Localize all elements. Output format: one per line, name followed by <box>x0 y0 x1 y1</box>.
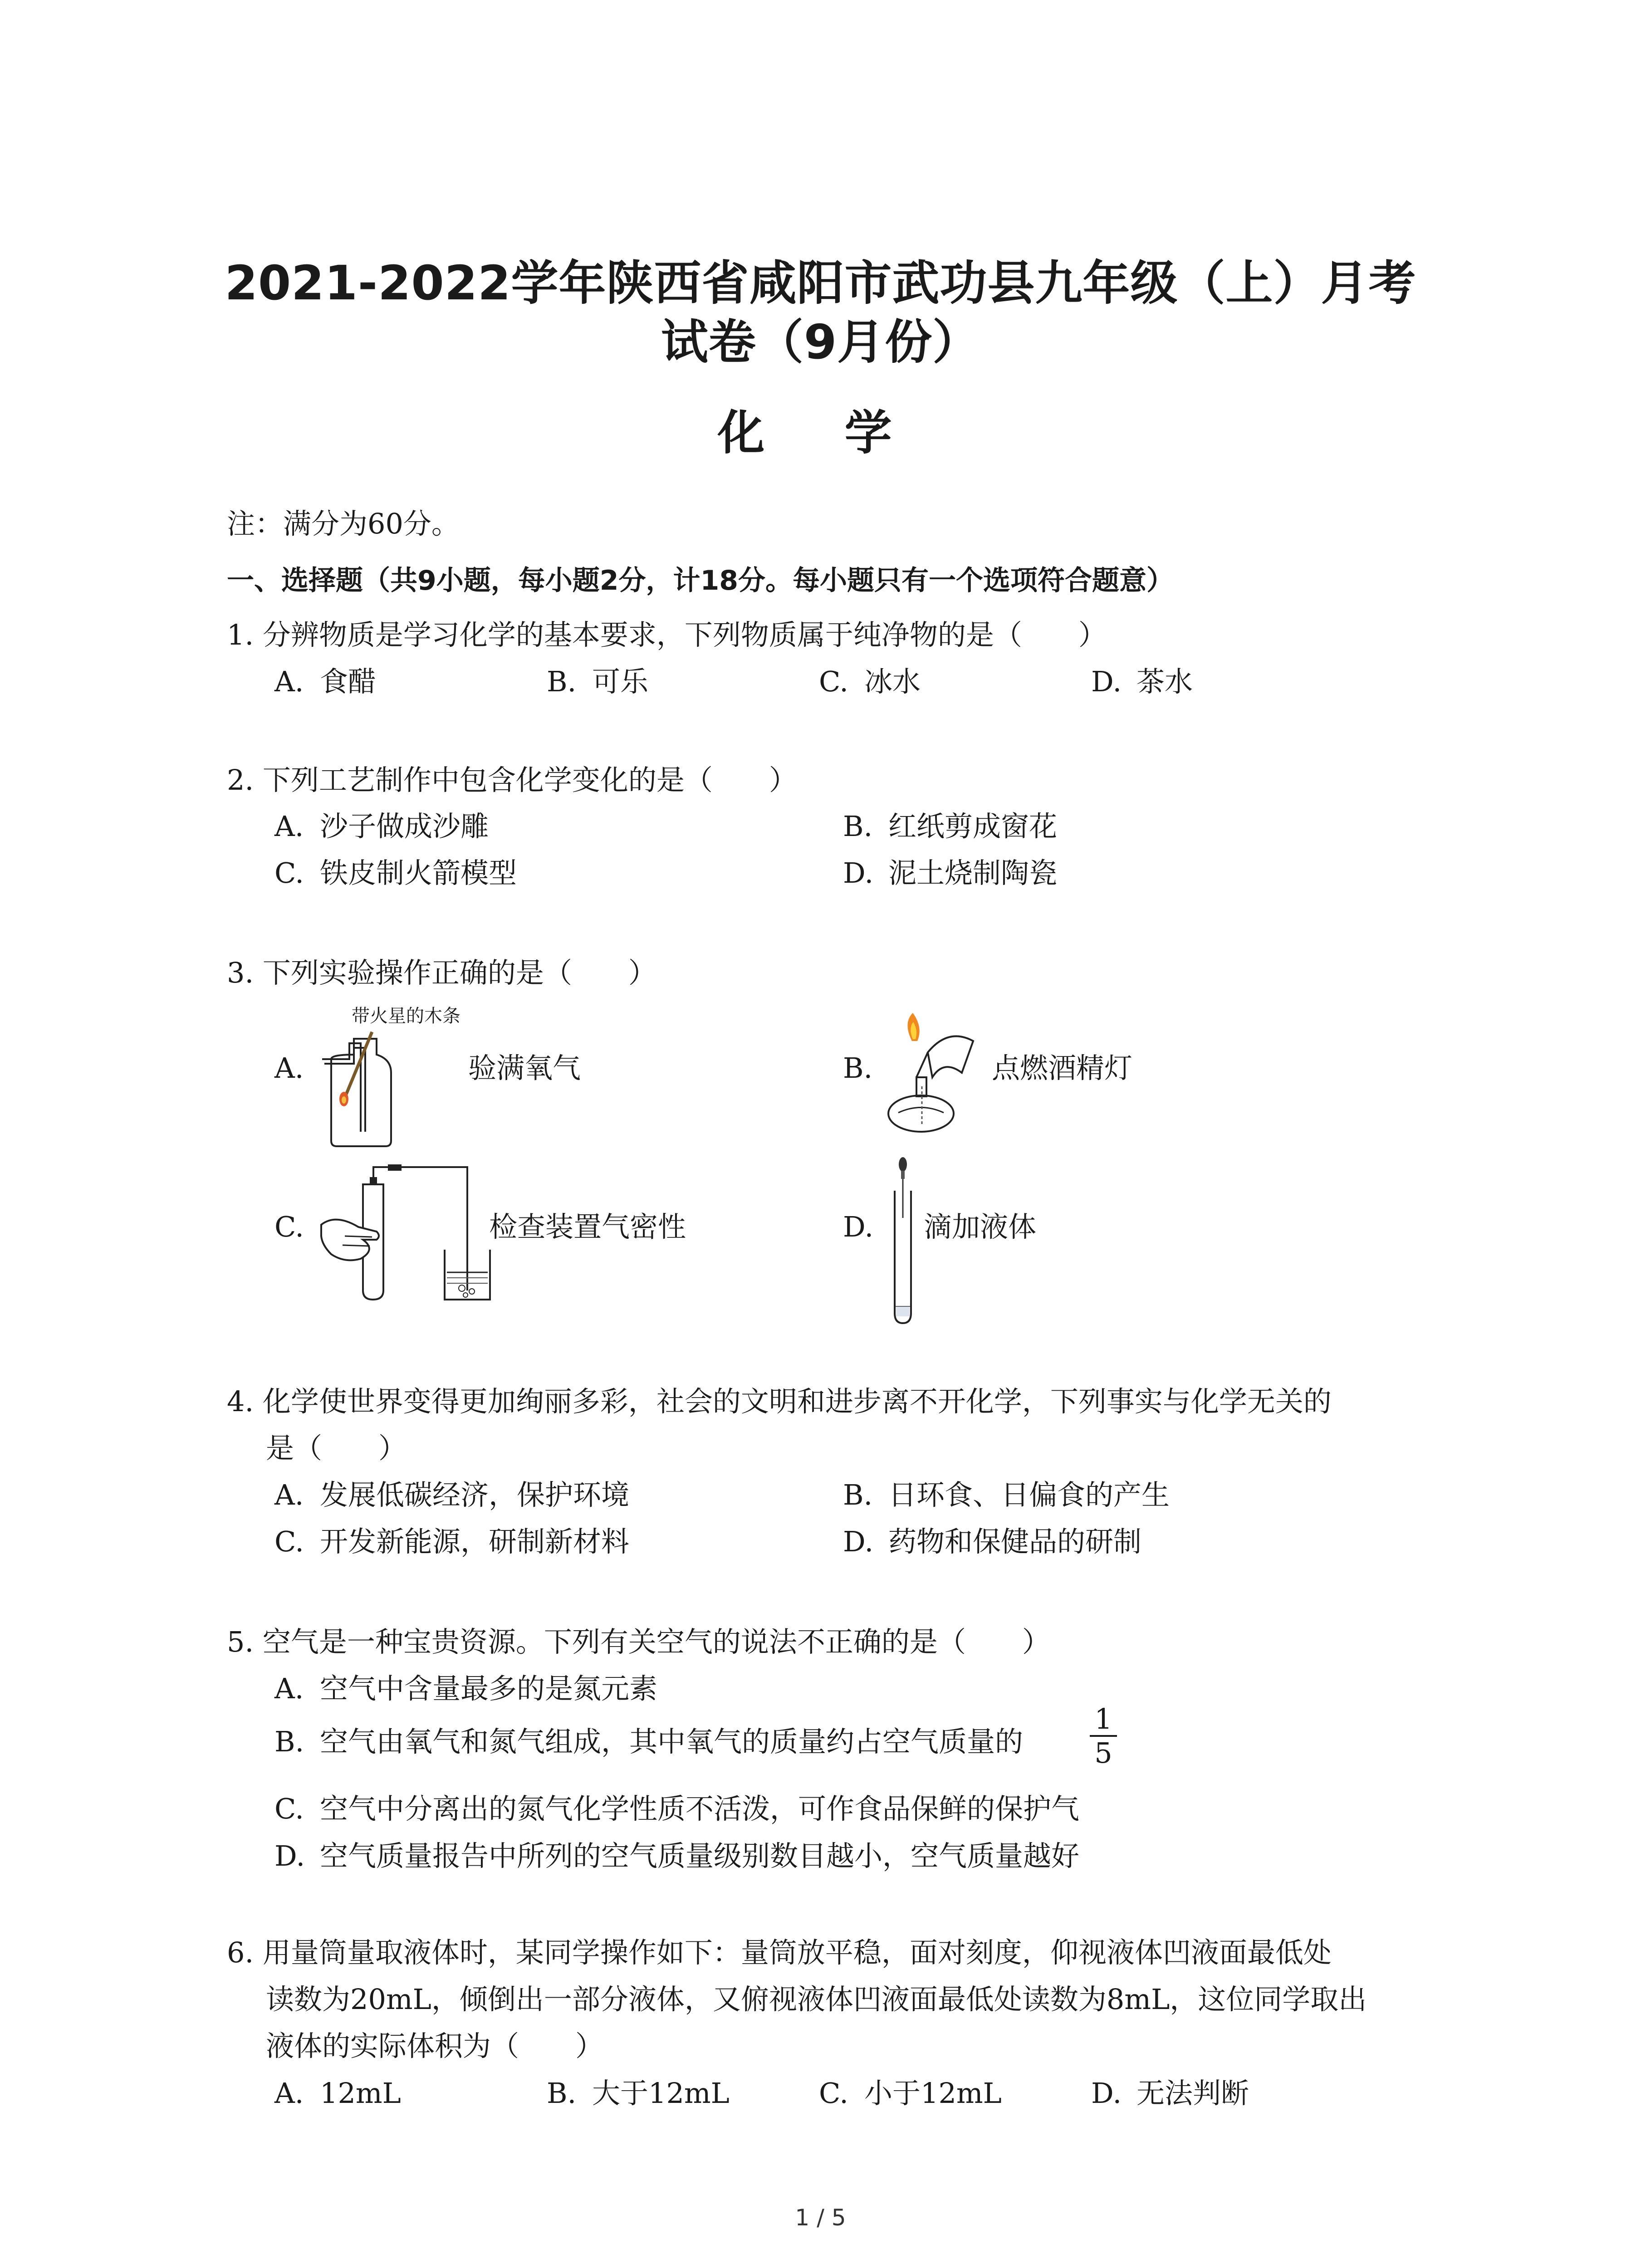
question-6-stem-line-3: 液体的实际体积为（ ） <box>266 2029 604 2063</box>
option-letter: C. <box>274 1525 304 1558</box>
option-text: 沙子做成沙雕 <box>320 810 489 843</box>
q3-option-d-letter: D. <box>843 1210 874 1243</box>
q6-option-c <box>819 2075 1002 2112</box>
option-letter: D. <box>1091 2077 1122 2110</box>
question-4-stem-line-1: 4. 化学使世界变得更加绚丽多彩，社会的文明和进步离不开化学，下列事实与化学无关的 <box>227 1385 1332 1418</box>
option-letter: C. <box>819 665 848 698</box>
q6-option-d <box>1091 2075 1249 2112</box>
option-letter: D. <box>274 1839 305 1872</box>
option-letter: A. <box>274 1672 304 1705</box>
fraction-numerator: 1 <box>1090 1703 1117 1737</box>
q5-option-d <box>274 1838 1079 1874</box>
airtightness-check-figure <box>318 1159 495 1304</box>
dropper-test-tube-figure <box>889 1154 916 1327</box>
option-letter: A. <box>274 1478 304 1511</box>
q2-option-a <box>274 808 489 845</box>
question-6-stem-line-1: 6. 用量筒量取液体时，某同学操作如下：量筒放平稳，面对刻度，仰视液体凹液面最低处 <box>227 1936 1332 1969</box>
option-text: 开发新能源，研制新材料 <box>320 1525 630 1558</box>
option-text: 日环食、日偏食的产生 <box>888 1478 1170 1511</box>
fraction-one-fifth <box>1090 1703 1117 1769</box>
question-6-stem-line-2: 读数为20mL，倾倒出一部分液体，又俯视液体凹液面最低处读数为8mL，这位同学取出 <box>266 1983 1367 2016</box>
q2-option-b <box>843 808 1057 845</box>
section-heading: 一、选择题（共9小题，每小题2分，计18分。每小题只有一个选项符合题意） <box>227 565 1174 596</box>
option-text: 泥土烧制陶瓷 <box>888 856 1058 890</box>
option-text: 发展低碳经济，保护环境 <box>320 1478 630 1511</box>
exam-title-line-1: 2021-2022学年陕西省咸阳市武功县九年级（上）月考 <box>225 255 1416 311</box>
q5-option-a <box>274 1671 657 1707</box>
option-letter: C. <box>274 856 304 890</box>
option-text: 小于12mL <box>864 2077 1002 2110</box>
option-text: 食醋 <box>320 665 377 698</box>
subject-heading: 化 学 <box>717 405 924 460</box>
option-text: 冰水 <box>864 665 921 698</box>
question-2-stem: 2. 下列工艺制作中包含化学变化的是（ ） <box>227 763 797 797</box>
option-text: 无法判断 <box>1136 2077 1249 2110</box>
q3-option-a-text: 验满氧气 <box>468 1051 581 1085</box>
option-letter: C. <box>819 2077 848 2110</box>
option-letter: D. <box>843 1525 874 1558</box>
option-letter: B. <box>843 810 873 843</box>
q6-option-a <box>274 2075 401 2112</box>
q3-option-a-letter: A. <box>274 1051 304 1085</box>
q1-option-b <box>547 664 648 700</box>
question-3-stem: 3. 下列实验操作正确的是（ ） <box>227 956 656 989</box>
q5-option-c <box>274 1791 1079 1827</box>
option-text: 大于12mL <box>592 2077 730 2110</box>
q4-option-b <box>843 1477 1170 1513</box>
option-text: 铁皮制火箭模型 <box>320 856 517 890</box>
q3-option-c-text: 检查装置气密性 <box>489 1210 686 1243</box>
option-letter: A. <box>274 2077 304 2110</box>
q2-option-d <box>843 855 1057 891</box>
option-letter: B. <box>274 1725 304 1758</box>
figure-caption: 带火星的木条 <box>352 1006 460 1026</box>
option-letter: D. <box>843 856 874 890</box>
option-text: 12mL <box>320 2077 401 2110</box>
option-letter: C. <box>274 1792 304 1825</box>
option-letter: B. <box>547 2077 577 2110</box>
oxygen-test-figure <box>318 1027 404 1150</box>
option-letter: B. <box>843 1478 873 1511</box>
option-text: 空气中分离出的氮气化学性质不活泼，可作食品保鲜的保护气 <box>320 1792 1080 1825</box>
option-letter: B. <box>547 665 577 698</box>
q4-option-d <box>843 1524 1141 1560</box>
score-note: 注：满分为60分。 <box>227 507 460 540</box>
q1-option-a <box>274 664 376 700</box>
page-number: 1 / 5 <box>795 2204 846 2231</box>
q3-option-c-letter: C. <box>274 1210 304 1243</box>
option-letter: D. <box>1091 665 1122 698</box>
option-text: 空气由氧气和氮气组成，其中氧气的质量约占空气质量的 <box>320 1725 1024 1758</box>
option-text: 药物和保健品的研制 <box>888 1525 1142 1558</box>
q3-option-b-letter: B. <box>843 1051 873 1085</box>
question-4-stem-line-2: 是（ ） <box>266 1432 407 1465</box>
question-1-stem: 1. 分辨物质是学习化学的基本要求，下列物质属于纯净物的是（ ） <box>227 618 1107 651</box>
option-text: 空气中含量最多的是氮元素 <box>320 1672 658 1705</box>
q3-option-d-text: 滴加液体 <box>924 1210 1037 1243</box>
q4-option-a <box>274 1477 629 1513</box>
alcohol-lamp-figure <box>885 1009 985 1141</box>
question-5-stem: 5. 空气是一种宝贵资源。下列有关空气的说法不正确的是（ ） <box>227 1625 1050 1658</box>
exam-title-line-2: 试卷（9月份） <box>661 314 980 370</box>
option-letter: A. <box>274 810 304 843</box>
q3-option-b-text: 点燃酒精灯 <box>992 1051 1133 1085</box>
option-text: 红纸剪成窗花 <box>888 810 1058 843</box>
q1-option-c <box>819 664 921 700</box>
q4-option-c <box>274 1524 629 1560</box>
fraction-denominator: 5 <box>1094 1736 1112 1769</box>
option-letter: A. <box>274 665 304 698</box>
q1-option-d <box>1091 664 1193 700</box>
q6-option-b <box>547 2075 730 2112</box>
option-text: 茶水 <box>1136 665 1193 698</box>
option-text: 空气质量报告中所列的空气质量级别数目越小，空气质量越好 <box>320 1839 1080 1872</box>
option-text: 可乐 <box>592 665 649 698</box>
q2-option-c <box>274 855 517 891</box>
q5-option-b <box>274 1724 1023 1760</box>
